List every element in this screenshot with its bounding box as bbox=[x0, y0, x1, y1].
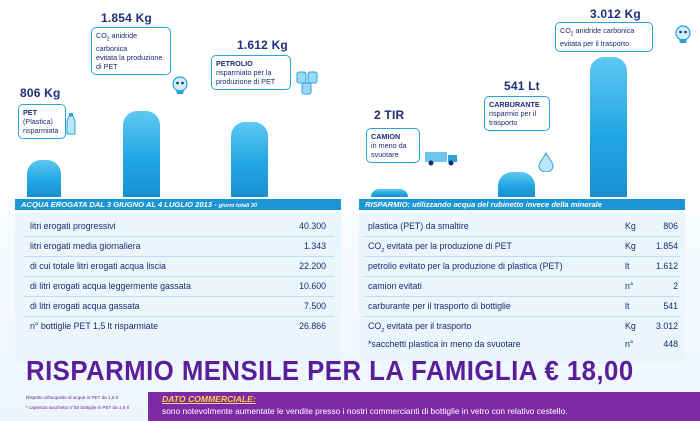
callout-pet: PET (Plastica) risparmiata bbox=[18, 104, 66, 139]
commercial-title: DATO COMMERCIALE: bbox=[162, 394, 256, 404]
callout-co2-production: $CO_2$ anidride carbonica evitata la produzione di PET bbox=[91, 27, 171, 75]
bar-1-2 bbox=[590, 57, 627, 197]
co2-cloud-icon bbox=[171, 75, 189, 95]
right-section-header: RISPARMIO: utilizzando acqua del rubinetto invece della minerale bbox=[359, 199, 685, 210]
oil-barrels-icon bbox=[296, 70, 318, 96]
bar-1-1 bbox=[498, 172, 535, 197]
row-divider bbox=[24, 316, 334, 317]
table-row: $CO_2$ evitata per la produzione di PET Kg 1.854 bbox=[368, 241, 678, 254]
table-row: *sacchetti plastica in meno da svuotare n° 448 bbox=[368, 339, 678, 349]
callout-camion: CAMION in meno da svuotare bbox=[366, 128, 420, 163]
table-row: plastica (PET) da smaltire Kg 806 bbox=[368, 221, 678, 231]
row-divider bbox=[364, 316, 680, 317]
row-divider bbox=[24, 256, 334, 257]
monthly-savings-banner: RISPARMIO MENSILE PER LA FAMIGLIA € 18,00 bbox=[26, 355, 634, 386]
bar-value-label: 1.612 Kg bbox=[237, 38, 288, 52]
table-row: di litri erogati acqua gassata 7.500 bbox=[30, 301, 326, 311]
callout-petrolio: PETROLIO risparmiato per la produzione di PET bbox=[211, 55, 291, 90]
table-row: petrolio evitato per la produzione di plastica (PET) lt 1.612 bbox=[368, 261, 678, 271]
row-divider bbox=[364, 276, 680, 277]
bar-0-2 bbox=[231, 122, 268, 197]
left-section-header: ACQUA EROGATA DAL 3 GIUGNO AL 4 LUGLIO 2013 - giorni totali 30 bbox=[15, 199, 341, 210]
row-divider bbox=[364, 296, 680, 297]
table-row: di litri erogati acqua leggermente gassata 10.600 bbox=[30, 281, 326, 291]
row-divider bbox=[24, 236, 334, 237]
table-row: litri erogati progressivi 40.300 bbox=[30, 221, 326, 231]
pet-bottle-icon bbox=[66, 113, 76, 135]
table-row: n° bottiglie PET 1,5 lt risparmiate 26.866 bbox=[30, 321, 326, 331]
table-row: di cui totale litri erogati acqua liscia 22.200 bbox=[30, 261, 326, 271]
row-divider bbox=[24, 296, 334, 297]
table-row: camion evitati n° 2 bbox=[368, 281, 678, 291]
table-row: carburante per il trasporto di bottiglie lt 541 bbox=[368, 301, 678, 311]
footnote-1: Rispetto all'acquisto di acqua in PET da 1,5 lt bbox=[26, 395, 118, 400]
truck-icon bbox=[425, 150, 459, 166]
callout-co2-transport: $CO_2$ anidride carbonica evitata per il trasporto bbox=[555, 22, 653, 52]
bar-value-label: 1.854 Kg bbox=[101, 11, 152, 25]
bar-1-0 bbox=[371, 189, 408, 197]
bar-value-label: 3.012 Kg bbox=[590, 7, 641, 21]
co2-cloud-icon bbox=[674, 24, 692, 44]
bar-value-label: 806 Kg bbox=[20, 86, 61, 100]
table-row: $CO_2$ evitata per il trasporto Kg 3.012 bbox=[368, 321, 678, 334]
table-row: litri erogati media giornaliera 1.343 bbox=[30, 241, 326, 251]
row-divider bbox=[24, 276, 334, 277]
row-divider bbox=[364, 256, 680, 257]
callout-carburante: CARBURANTE risparmio per il trasporto bbox=[484, 96, 550, 131]
bar-0-1 bbox=[123, 111, 160, 197]
bar-0-0 bbox=[27, 160, 61, 197]
footnote-2: * capienza sacchetto n°60 bottiglie in PET da 1,5 lt bbox=[26, 405, 129, 410]
bar-value-label: 2 TIR bbox=[374, 108, 405, 122]
bar-value-label: 541 Lt bbox=[504, 79, 540, 93]
row-divider bbox=[364, 236, 680, 237]
fuel-drop-icon bbox=[538, 152, 554, 172]
commercial-text: sono notevolmente aumentate le vendite presso i nostri commercianti di bottiglie in vetro con relativo cestello. bbox=[162, 406, 568, 416]
